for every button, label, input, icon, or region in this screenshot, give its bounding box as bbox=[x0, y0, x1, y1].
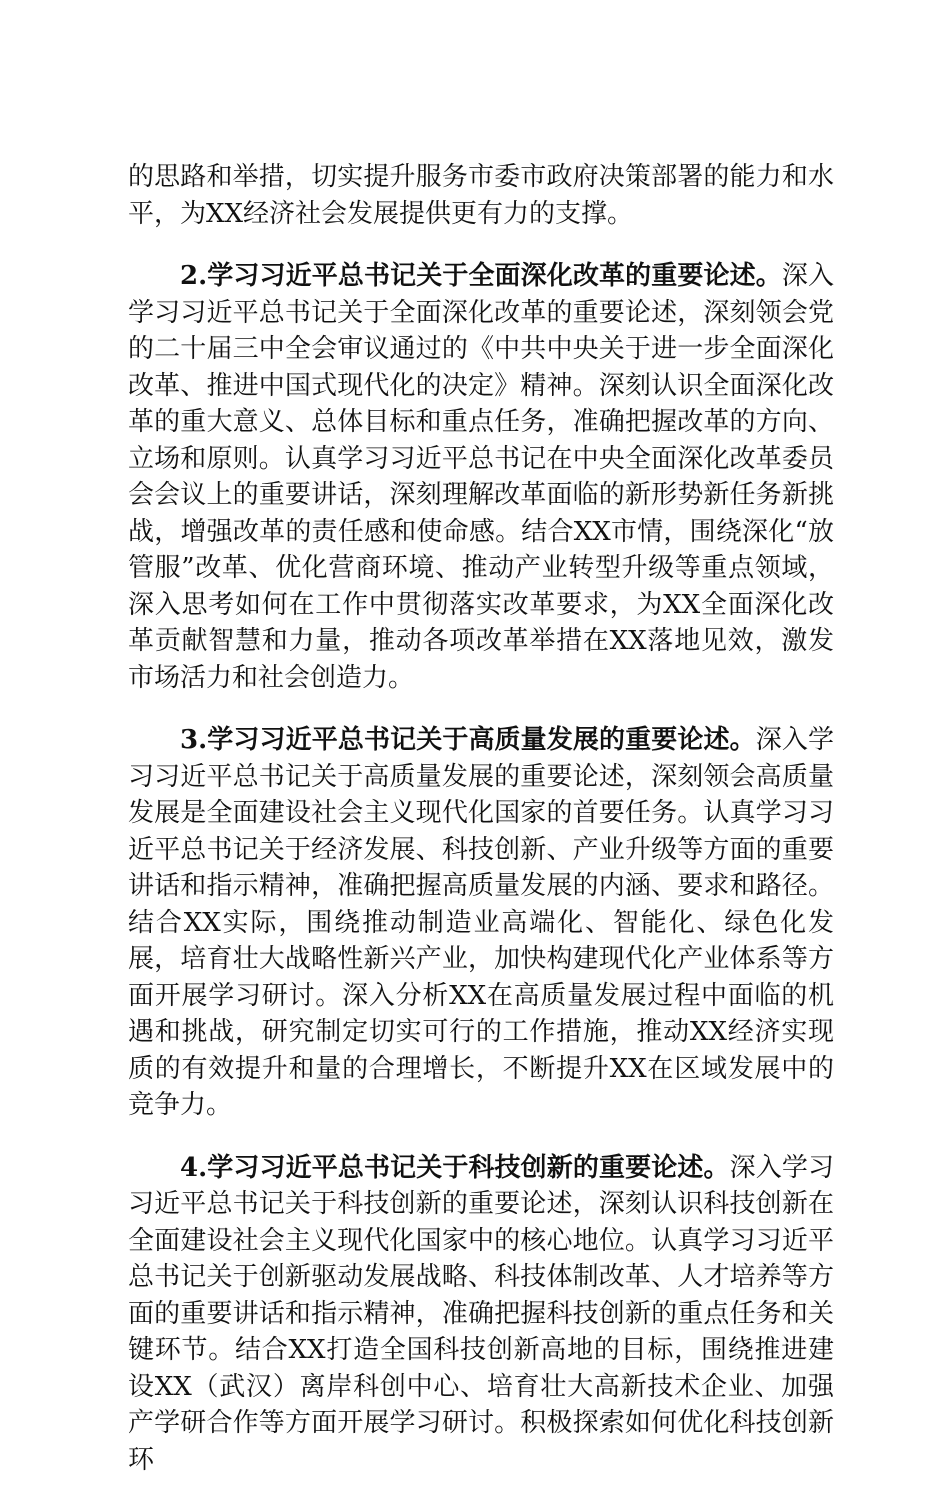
paragraph-high-quality-development bbox=[128, 722, 834, 1124]
paragraph-heading: 3.学习习近平总书记关于高质量发展的重要论述。 bbox=[180, 725, 756, 755]
paragraph-heading: 2.学习习近平总书记关于全面深化改革的重要论述。 bbox=[180, 261, 782, 291]
paragraph-text: 深入学习习近平总书记关于全面深化改革的重要论述，深刻领会党的二十届三中全会审议通过的《中共中央关于进一步全面深化改革、推进中国式现代化的决定》精神。深刻认识全面深化改革的重大意义、总体目标和重点任务，准确把握改革的方向、立场和原则。认真学习习近平总书记在中央全面深化改革委员会会议上的重要讲话，深刻理解改革面临的新形势新任务新挑战，增强改革的责任感和使命感。结合XX市情，围绕深化“放管服”改革、优化营商环境、推动产业转型升级等重点领域，深入思考如何在工作中贯彻落实改革要求，为XX全面深化改革贡献智慧和力量，推动各项改革举措在XX落地见效，激发市场活力和社会创造力。 bbox=[128, 261, 834, 693]
paragraph-heading: 4.学习习近平总书记关于科技创新的重要论述。 bbox=[180, 1152, 730, 1183]
paragraph-tech-innovation bbox=[128, 1150, 834, 1479]
paragraph-reform bbox=[128, 258, 834, 696]
paragraph-text: 深入学习习近平总书记关于科技创新的重要论述，深刻认识科技创新在全面建设社会主义现代化国家中的核心地位。认真学习习近平总书记关于创新驱动发展战略、科技体制改革、人才培养等方面的重要讲话和指示精神，准确把握科技创新的重点任务和关键环节。结合XX打造全国科技创新高地的目标，围绕推进建设XX（武汉）离岸科创中心、培育壮大高新技术企业、加强产学研合作等方面开展学习研讨。积极探索如何优化科技创新环 bbox=[128, 1152, 834, 1475]
document-body bbox=[128, 159, 834, 1504]
paragraph-text: 深入学习习近平总书记关于高质量发展的重要论述，深刻领会高质量发展是全面建设社会主义现代化国家的首要任务。认真学习习近平总书记关于经济发展、科技创新、产业升级等方面的重要讲话和指示精神，准确把握高质量发展的内涵、要求和路径。结合XX实际，围绕推动制造业高端化、智能化、绿色化发展，培育壮大战略性新兴产业，加快构建现代化产业体系等方面开展学习研讨。深入分析XX在高质量发展过程中面临的机遇和挑战，研究制定切实可行的工作措施，推动XX经济实现质的有效提升和量的合理增长，不断提升XX在区域发展中的竞争力。 bbox=[128, 725, 834, 1120]
paragraph-continuation bbox=[128, 159, 834, 232]
paragraph-text: 的思路和举措，切实提升服务市委市政府决策部署的能力和水平，为XX经济社会发展提供更有力的支撑。 bbox=[128, 162, 834, 229]
